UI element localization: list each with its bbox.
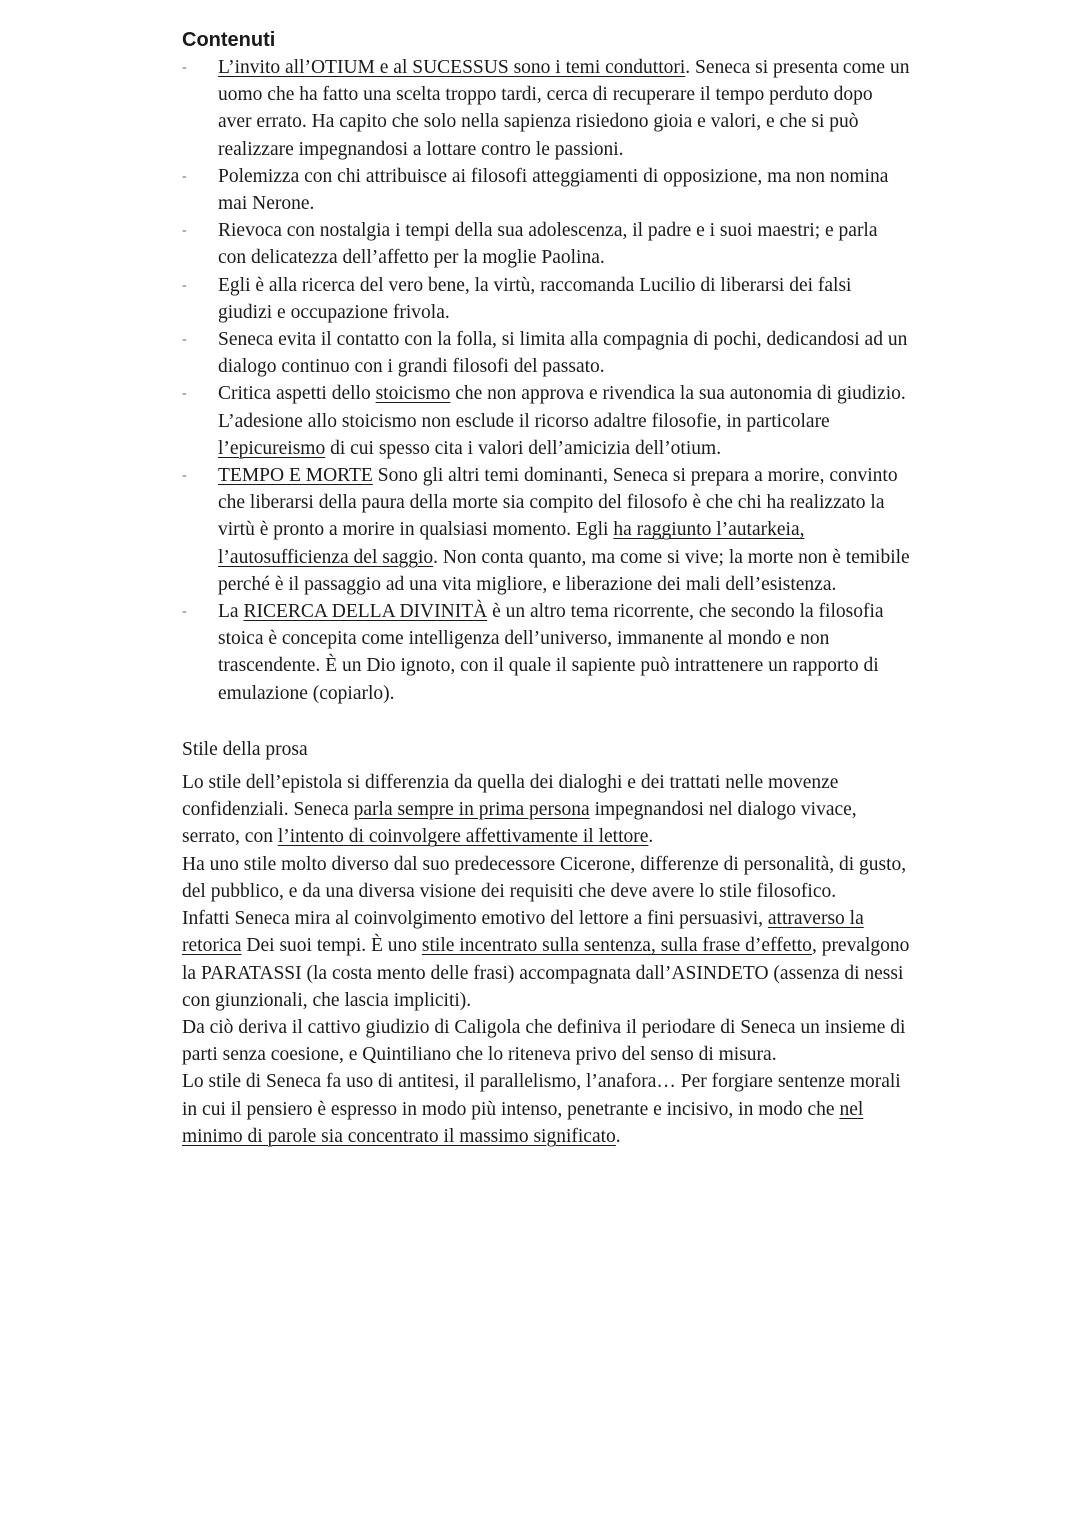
text-run: Critica aspetti dello — [218, 383, 376, 405]
text-run: Infatti Seneca mira al coinvolgimento emotivo del lettore a fini persuasivi, — [182, 908, 768, 930]
text-run: . — [615, 1125, 621, 1147]
section-heading-contenuti: Contenuti — [182, 29, 276, 51]
text-run: Egli è alla ricerca del vero bene, la virtù, raccomanda Lucilio di liberarsi dei falsi giudizi e occupazione frivola. — [218, 274, 852, 323]
stile-paragraph — [182, 905, 910, 1014]
text-run: . — [648, 826, 654, 848]
underlined-text: attraverso la retorica — [182, 908, 864, 957]
text-run: Dei suoi tempi. È uno — [241, 935, 422, 957]
underlined-text: parla sempre in prima persona — [353, 799, 590, 821]
dash-icon: - — [182, 386, 187, 402]
dash-icon: - — [182, 60, 187, 75]
bullet-item — [182, 272, 910, 326]
underlined-text: ha raggiunto l’autarkeia, l’autosufficienza del saggio — [218, 519, 805, 568]
text-run: Rievoca con nostalgia i tempi della sua adolescenza, il padre e i suoi maestri; e parla con delicatezza dell’affetto per la moglie Paolina. — [218, 220, 878, 269]
text-run: di cui spesso cita i valori dell’amicizia dell’otium. — [325, 437, 722, 459]
text-run: Ha uno stile molto diverso dal suo predecessore Cicerone, differenze di personalità, di gusto, del pubblico, e da una diversa visione dei requisiti che deve avere lo stile filosofico. — [182, 853, 907, 902]
dash-icon: - — [182, 468, 187, 484]
bullet-item — [182, 598, 910, 707]
contenuti-bullet-list — [182, 54, 910, 707]
underlined-text: TEMPO E MORTE — [218, 465, 373, 487]
text-run: Da ciò deriva il cattivo giudizio di Caligola che definiva il periodare di Seneca un insieme di parti senza coesione, e Quintiliano che lo riteneva privo del senso di misura. — [182, 1016, 906, 1066]
bullet-item — [182, 462, 910, 598]
underlined-text: stoicismo — [375, 383, 451, 405]
text-run: che non approva e rivendica la sua autonomia di giudizio. L’adesione allo stoicismo non esclude il ricorso adaltre filosofie, in particolare — [218, 383, 906, 432]
text-run: Sono gli altri temi dominanti, Seneca si prepara a morire, convinto che liberarsi della paura della morte sia compito del filosofo è che chi ha realizzato la virtù è pronto a morire in qualsiasi momento. Egli — [218, 465, 898, 541]
stile-paragraph — [182, 851, 910, 905]
section-title-stile: Stile della prosa — [182, 738, 308, 760]
underlined-text: stile incentrato sulla sentenza, sulla frase d’effetto — [421, 935, 812, 957]
text-run: Lo stile di Seneca fa uso di antitesi, il parallelismo, l’anafora… Per forgiare sentenze morali in cui il pensiero è espresso in modo più intenso, penetrante e incisivo, in modo che — [182, 1071, 901, 1120]
text-run: , prevalgono la PARATASSI (la costa mento delle frasi) accompagnata dall’ASINDETO (assenza di nessi con giunzionali, che lascia impliciti). — [182, 935, 910, 1011]
bullet-item — [182, 326, 910, 380]
text-run: Seneca evita il contatto con la folla, si limita alla compagnia di pochi, dedicandosi ad un dialogo continuo con i grandi filosofi del passato. — [218, 329, 908, 378]
dash-icon: - — [182, 223, 187, 239]
text-run: Polemizza con chi attribuisce ai filosofi atteggiamenti di opposizione, ma non nomina mai Nerone. — [218, 165, 889, 215]
text-run: La — [218, 601, 244, 623]
dash-icon: - — [182, 332, 187, 348]
stile-paragraph — [182, 1014, 910, 1068]
bullet-item — [182, 217, 910, 271]
stile-paragraph — [182, 769, 910, 851]
underlined-text: nel minimo di parole sia concentrato il massimo significato — [182, 1098, 864, 1147]
dash-icon: - — [182, 604, 187, 620]
underlined-text: RICERCA DELLA DIVINITÀ — [243, 601, 488, 623]
dash-icon: - — [182, 168, 187, 184]
text-run: . Seneca si presenta come un uomo che ha fatto una scelta troppo tardi, cerca di recuperare il tempo perduto dopo aver errato. Ha capito che solo nella sapienza risiedono gioia e valori, e che si può realizzare impegnandosi a lottare contro le passioni. — [218, 57, 910, 160]
underlined-text: L’invito all’OTIUM e al SUCESSUS sono i temi conduttori — [218, 57, 686, 78]
text-run: . Non conta quanto, ma come si vive; la morte non è temibile perché è il passaggio ad una vita migliore, e liberazione dei mali dell’esistenza. — [218, 546, 910, 595]
document-page — [182, 26, 910, 1150]
bullet-item — [182, 54, 910, 163]
text-run: è un altro tema ricorrente, che secondo la filosofia stoica è concepita come intelligenza dell’universo, immanente al mondo e non trascendente. È un Dio ignoto, con il quale il sapiente può intrattenere un rapporto di emulazione (copiarlo). — [218, 601, 884, 704]
text-run: Lo stile dell’epistola si differenzia da quella dei dialoghi e dei trattati nelle movenze confidenziali. Seneca — [182, 772, 839, 821]
underlined-text: l’epicureismo — [218, 437, 326, 459]
dash-icon: - — [182, 277, 187, 293]
underlined-text: l’intento di coinvolgere affettivamente il lettore — [277, 826, 649, 848]
text-run: impegnandosi nel dialogo vivace, serrato, con — [182, 799, 857, 848]
bullet-item — [182, 380, 910, 462]
stile-paragraph — [182, 1068, 910, 1150]
bullet-item — [182, 163, 910, 217]
